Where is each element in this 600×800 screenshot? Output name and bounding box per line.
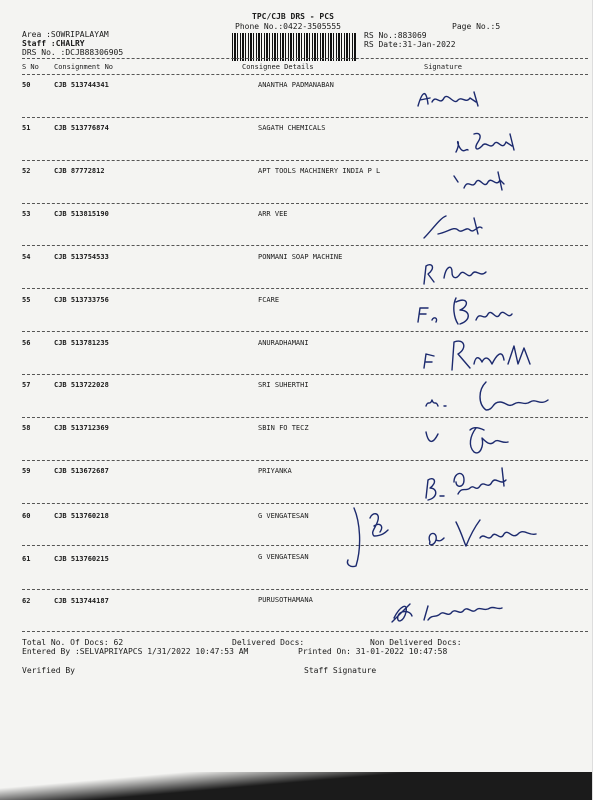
verified-by: Verified By bbox=[22, 666, 75, 675]
divider bbox=[22, 74, 588, 75]
consignee-name: PRIYANKA bbox=[258, 467, 292, 475]
col-consignee: Consignee Details bbox=[242, 63, 314, 71]
signature-59 bbox=[420, 462, 530, 506]
consignee-name: ANANTHA PADMANABAN bbox=[258, 81, 334, 89]
divider bbox=[22, 589, 588, 590]
consignment-number: CJB 513722028 bbox=[54, 381, 109, 389]
divider bbox=[22, 160, 588, 161]
signature-51 bbox=[452, 128, 532, 160]
row-number: 62 bbox=[22, 597, 31, 605]
consignment-number: CJB 513760215 bbox=[54, 555, 109, 563]
row-number: 59 bbox=[22, 467, 31, 475]
row-number: 50 bbox=[22, 81, 31, 89]
consignment-number: CJB 513744341 bbox=[54, 81, 109, 89]
rs-date: RS Date:31-Jan-2022 bbox=[364, 40, 456, 49]
area-label: Area :SOWRIPALAYAM bbox=[22, 30, 109, 39]
consignee-name: PONMANI SOAP MACHINE bbox=[258, 253, 343, 261]
consignment-number: CJB 513815190 bbox=[54, 210, 109, 218]
divider bbox=[22, 203, 588, 204]
staff-signature: Staff Signature bbox=[304, 666, 377, 675]
sheet-title: TPC/CJB DRS - PCS bbox=[252, 12, 334, 21]
row-number: 51 bbox=[22, 124, 31, 132]
consignee-name: SBIN FO TECZ bbox=[258, 424, 309, 432]
consignment-number: CJB 513776874 bbox=[54, 124, 109, 132]
consignment-number: CJB 87772812 bbox=[54, 167, 105, 175]
row-number: 61 bbox=[22, 555, 31, 563]
consignee-name: ANURADHAMANI bbox=[258, 339, 309, 347]
divider bbox=[22, 288, 588, 289]
rs-number: RS No.:883069 bbox=[364, 31, 427, 40]
signature-60-mark bbox=[340, 502, 400, 572]
row-number: 56 bbox=[22, 339, 31, 347]
divider bbox=[22, 117, 588, 118]
consignment-number: CJB 513760218 bbox=[54, 512, 109, 520]
signature-55 bbox=[412, 292, 522, 328]
signature-53 bbox=[418, 212, 498, 242]
row-number: 58 bbox=[22, 424, 31, 432]
consignee-name: ARR VEE bbox=[258, 210, 288, 218]
consignee-name: SRI SUHERTHI bbox=[258, 381, 309, 389]
signature-57 bbox=[420, 376, 560, 416]
consignee-name: FCARE bbox=[258, 296, 280, 304]
signature-50 bbox=[414, 84, 494, 116]
divider bbox=[22, 331, 588, 332]
barcode bbox=[232, 33, 356, 61]
consignment-number: CJB 513781235 bbox=[54, 339, 109, 347]
consignee-name: PURUSOTHAMANA bbox=[258, 596, 313, 604]
signature-54 bbox=[418, 258, 498, 288]
divider bbox=[22, 460, 588, 461]
scan-shadow bbox=[0, 772, 600, 800]
consignee-name: G VENGATESAN bbox=[258, 512, 309, 520]
col-consignment: Consignment No bbox=[54, 63, 114, 71]
divider bbox=[22, 631, 588, 632]
non-delivered-docs: Non Delivered Docs: bbox=[370, 638, 462, 647]
consignee-name: G VENGATESAN bbox=[258, 553, 309, 561]
divider bbox=[22, 374, 588, 375]
row-number: 52 bbox=[22, 167, 31, 175]
divider bbox=[22, 58, 588, 59]
printed-on: Printed On: 31-01-2022 10:47:58 bbox=[298, 647, 448, 656]
signature-58 bbox=[420, 418, 530, 460]
total-docs: Total No. Of Docs: 62 bbox=[22, 638, 124, 647]
consignment-number: CJB 513744187 bbox=[54, 597, 109, 605]
col-sno: S No bbox=[22, 63, 39, 71]
divider bbox=[22, 245, 588, 246]
scan-edge bbox=[592, 0, 600, 800]
drs-number: DRS No. :DCJB88306905 bbox=[22, 48, 124, 57]
signature-56 bbox=[418, 334, 548, 374]
phone-number: Phone No.:0422-3505555 bbox=[235, 22, 341, 31]
row-number: 54 bbox=[22, 253, 31, 261]
consignee-name: APT TOOLS MACHINERY INDIA P L bbox=[258, 167, 381, 175]
entered-by: Entered By :SELVAPRIYAPCS 1/31/2022 10:47:53 AM bbox=[22, 647, 249, 656]
col-signature: Signature bbox=[424, 63, 462, 71]
row-number: 55 bbox=[22, 296, 31, 304]
row-number: 60 bbox=[22, 512, 31, 520]
consignee-name: SAGATH CHEMICALS bbox=[258, 124, 326, 132]
consignment-number: CJB 513733756 bbox=[54, 296, 109, 304]
consignment-number: CJB 513754533 bbox=[54, 253, 109, 261]
consignment-number: CJB 513712369 bbox=[54, 424, 109, 432]
row-number: 57 bbox=[22, 381, 31, 389]
signature-60 bbox=[420, 512, 550, 552]
page-number: Page No.:5 bbox=[452, 22, 501, 31]
consignment-number: CJB 513672687 bbox=[54, 467, 109, 475]
staff-label: Staff :CHALRY bbox=[22, 39, 85, 48]
delivered-docs: Delivered Docs: bbox=[232, 638, 305, 647]
signature-52 bbox=[450, 168, 530, 196]
signature-62 bbox=[384, 596, 524, 630]
row-number: 53 bbox=[22, 210, 31, 218]
